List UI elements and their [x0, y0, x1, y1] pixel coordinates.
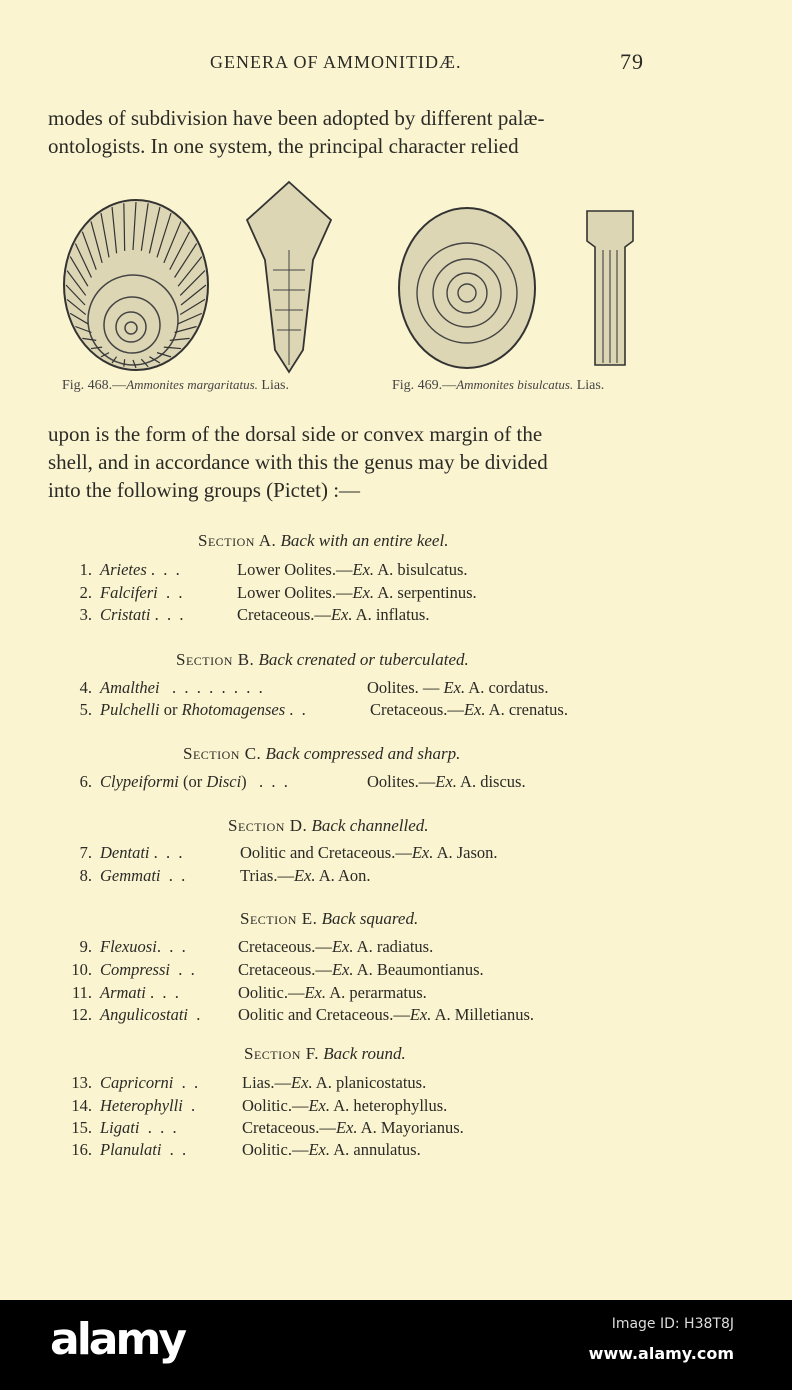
watermark-url: www.alamy.com — [588, 1344, 734, 1363]
example-species: A. bisulcatus. — [374, 560, 468, 579]
genus-description — [242, 1140, 421, 1160]
figure-species: Ammonites margaritatus. — [126, 377, 258, 392]
item-number: 1. — [79, 560, 92, 579]
intro-text — [48, 104, 545, 160]
section-description: Back squared. — [321, 909, 419, 928]
example-species: A. perarmatus. — [325, 983, 427, 1002]
text-line: upon is the form of the dorsal side or convex margin of the — [48, 422, 543, 446]
genus-description — [238, 1005, 534, 1025]
ammonite-margaritatus-side-illustration — [58, 185, 213, 375]
genus-name-primary: Ligati — [100, 1118, 140, 1137]
example-abbr: Ex. — [331, 937, 354, 956]
leader-dots: . . . — [149, 843, 183, 862]
item-number: 8. — [79, 866, 92, 885]
genus-name — [100, 1005, 200, 1025]
formation: Cretaceous.— — [238, 960, 332, 979]
formation: Cretaceous.— — [242, 1118, 336, 1137]
example-abbr: Ex. — [463, 700, 486, 719]
figure-age: Lias. — [257, 378, 289, 393]
genus-description — [367, 678, 548, 698]
example-species: A. cordatus. — [465, 678, 549, 697]
item-number: 5. — [79, 700, 92, 719]
item-number: 4. — [79, 678, 92, 697]
leader-dots: . . . — [145, 983, 179, 1002]
figure-caption-468 — [62, 377, 289, 394]
genus-name-primary: Pulchelli — [100, 700, 160, 719]
formation: Trias.— — [240, 866, 294, 885]
genus-name-primary: Clypeiformi — [100, 772, 179, 791]
section-label: Section A. — [198, 531, 277, 550]
example-species: A. annulatus. — [329, 1140, 421, 1159]
example-species: A. inflatus. — [352, 605, 430, 624]
genus-name-primary: Amalthei — [100, 678, 160, 697]
body-paragraph — [48, 420, 548, 504]
example-species: A. radiatus. — [353, 937, 434, 956]
formation: Oolites.— — [367, 772, 436, 791]
example-abbr: Ex. — [291, 1073, 313, 1092]
leader-dots: . . . — [156, 937, 186, 956]
leader-dots: . . . . . . . . — [159, 678, 263, 697]
item-number: 14. — [71, 1096, 92, 1115]
genus-name-primary: Flexuosi — [100, 937, 157, 956]
leader-dots: . . . — [150, 605, 184, 624]
text-line: ontologists. In one system, the principal character relied — [48, 134, 519, 158]
text-line: shell, and in accordance with this the genus may be divided — [48, 450, 548, 474]
figure-label: Fig. 469.— — [392, 378, 457, 393]
genus-description — [238, 960, 484, 980]
formation: Lower Oolites.— — [237, 583, 353, 602]
genus-name — [100, 843, 183, 863]
genus-name — [100, 772, 288, 792]
genus-connector: or — [159, 700, 182, 719]
genus-name — [100, 960, 195, 980]
leader-dots: . . — [160, 866, 186, 885]
genus-name-alternate: Disci — [206, 772, 242, 791]
genus-name-primary: Angulicostati — [100, 1005, 188, 1024]
section-heading — [198, 531, 448, 551]
item-number: 16. — [71, 1140, 92, 1159]
example-abbr: Ex. — [308, 1096, 330, 1115]
example-abbr: Ex. — [352, 583, 375, 602]
ammonite-margaritatus-front-illustration — [243, 180, 335, 375]
formation: Oolites. — — [367, 678, 444, 697]
section-description: Back compressed and sharp. — [265, 744, 461, 763]
genus-description — [237, 583, 477, 603]
leader-dots: . . — [169, 960, 195, 979]
example-species: A. Mayorianus. — [357, 1118, 464, 1137]
section-label: Section D. — [228, 816, 308, 835]
section-label: Section E. — [240, 909, 318, 928]
leader-dots: . . — [157, 583, 183, 602]
genus-name-primary: Gemmati — [100, 866, 161, 885]
leader-dots: . — [182, 1096, 196, 1115]
example-abbr: Ex. — [335, 1118, 358, 1137]
example-abbr: Ex. — [352, 560, 375, 579]
genus-name — [100, 560, 180, 580]
formation: Cretaceous.— — [370, 700, 464, 719]
leader-dots: . . — [285, 700, 306, 719]
genus-name — [100, 1118, 177, 1138]
example-abbr: Ex. — [443, 678, 466, 697]
ammonite-bisulcatus-front-illustration — [583, 205, 638, 367]
leader-dots: . . . — [146, 560, 180, 579]
genus-description — [237, 560, 468, 580]
leader-dots: . — [188, 1005, 201, 1024]
genus-name-primary: Compressi — [100, 960, 170, 979]
watermark-bar — [0, 1300, 792, 1390]
section-label: Section F. — [244, 1044, 320, 1063]
formation: Cretaceous.— — [237, 605, 331, 624]
example-species: A. crenatus. — [485, 700, 568, 719]
genus-name — [100, 1073, 198, 1093]
genus-description — [242, 1096, 447, 1116]
figure-age: Lias. — [573, 378, 605, 393]
example-species: A. Milletianus. — [431, 1005, 535, 1024]
genus-description — [237, 605, 429, 625]
genus-name-primary: Armati — [100, 983, 146, 1002]
item-number: 15. — [71, 1118, 92, 1137]
genus-name — [100, 983, 179, 1003]
leader-dots: . . — [161, 1140, 187, 1159]
figure-label: Fig. 468.— — [62, 378, 127, 393]
genus-name — [100, 700, 306, 720]
formation: Oolitic.— — [242, 1140, 309, 1159]
section-heading — [176, 650, 469, 670]
example-abbr: Ex. — [435, 772, 457, 791]
section-label: Section C. — [183, 744, 262, 763]
genus-description — [238, 937, 433, 957]
example-species: A. Jason. — [433, 843, 498, 862]
example-abbr: Ex. — [330, 605, 353, 624]
section-heading — [228, 816, 429, 836]
text-line: modes of subdivision have been adopted by different palæ- — [48, 106, 545, 130]
item-number: 9. — [79, 937, 92, 956]
genus-name — [100, 605, 183, 625]
section-heading — [240, 909, 418, 929]
genus-name — [100, 866, 185, 886]
genus-description — [240, 843, 498, 863]
figure-species: Ammonites bisulcatus. — [456, 377, 574, 392]
item-number: 6. — [79, 772, 92, 791]
item-number: 2. — [79, 583, 92, 602]
genus-description — [240, 866, 371, 886]
genus-tail: ) — [241, 772, 247, 791]
genus-description — [242, 1118, 464, 1138]
ammonite-bisulcatus-side-illustration — [397, 205, 539, 370]
page-number: 79 — [620, 49, 644, 74]
example-abbr: Ex. — [293, 866, 316, 885]
genus-name-alternate: Rhotomagenses — [181, 700, 286, 719]
genus-description — [367, 772, 526, 792]
formation: Cretaceous.— — [238, 937, 332, 956]
example-abbr: Ex. — [308, 1140, 330, 1159]
formation: Lower Oolites.— — [237, 560, 353, 579]
genus-name — [100, 678, 263, 698]
item-number: 13. — [71, 1073, 92, 1092]
genus-connector: (or — [178, 772, 207, 791]
example-species: A. planicostatus. — [312, 1073, 427, 1092]
example-abbr: Ex. — [331, 960, 354, 979]
formation: Oolitic.— — [238, 983, 305, 1002]
genus-name — [100, 583, 182, 603]
example-abbr: Ex. — [409, 1005, 432, 1024]
section-description: Back with an entire keel. — [280, 531, 449, 550]
example-abbr: Ex. — [304, 983, 326, 1002]
text-line: into the following groups (Pictet) :— — [48, 478, 361, 502]
item-number: 10. — [71, 960, 92, 979]
alamy-logo: alamy — [50, 1314, 184, 1365]
genus-name-primary: Cristati — [100, 605, 151, 624]
genus-name — [100, 1096, 195, 1116]
leader-dots: . . — [173, 1073, 199, 1092]
section-description: Back channelled. — [311, 816, 429, 835]
item-number: 7. — [79, 843, 92, 862]
figure-caption-469 — [392, 377, 604, 394]
formation: Lias.— — [242, 1073, 292, 1092]
item-number: 12. — [71, 1005, 92, 1024]
genus-name-primary: Capricorni — [100, 1073, 174, 1092]
section-label: Section B. — [176, 650, 255, 669]
genus-name-primary: Arietes — [100, 560, 147, 579]
formation: Oolitic.— — [242, 1096, 309, 1115]
genus-name-primary: Planulati — [100, 1140, 162, 1159]
genus-name-primary: Falciferi — [100, 583, 158, 602]
section-description: Back round. — [323, 1044, 406, 1063]
item-number: 3. — [79, 605, 92, 624]
leader-dots: . . . — [139, 1118, 177, 1137]
running-title: GENERA OF AMMONITIDÆ. — [210, 52, 462, 72]
section-heading — [183, 744, 460, 764]
genus-name-primary: Heterophylli — [100, 1096, 183, 1115]
genus-description — [370, 700, 568, 720]
genus-description — [238, 983, 427, 1003]
genus-description — [242, 1073, 426, 1093]
formation: Oolitic and Cretaceous.— — [238, 1005, 410, 1024]
example-species: A. Aon. — [315, 866, 371, 885]
genus-name — [100, 1140, 186, 1160]
item-number: 11. — [71, 983, 92, 1002]
example-species: A. discus. — [456, 772, 526, 791]
genus-name-primary: Dentati — [100, 843, 150, 862]
example-abbr: Ex. — [411, 843, 434, 862]
example-species: A. serpentinus. — [374, 583, 477, 602]
formation: Oolitic and Cretaceous.— — [240, 843, 412, 862]
example-species: A. heterophyllus. — [329, 1096, 448, 1115]
example-species: A. Beaumontianus. — [353, 960, 484, 979]
section-heading — [244, 1044, 406, 1064]
genus-name — [100, 937, 186, 957]
leader-dots: . . . — [246, 772, 288, 791]
image-id: Image ID: H38T8J — [611, 1316, 734, 1332]
section-description: Back crenated or tuberculated. — [258, 650, 469, 669]
